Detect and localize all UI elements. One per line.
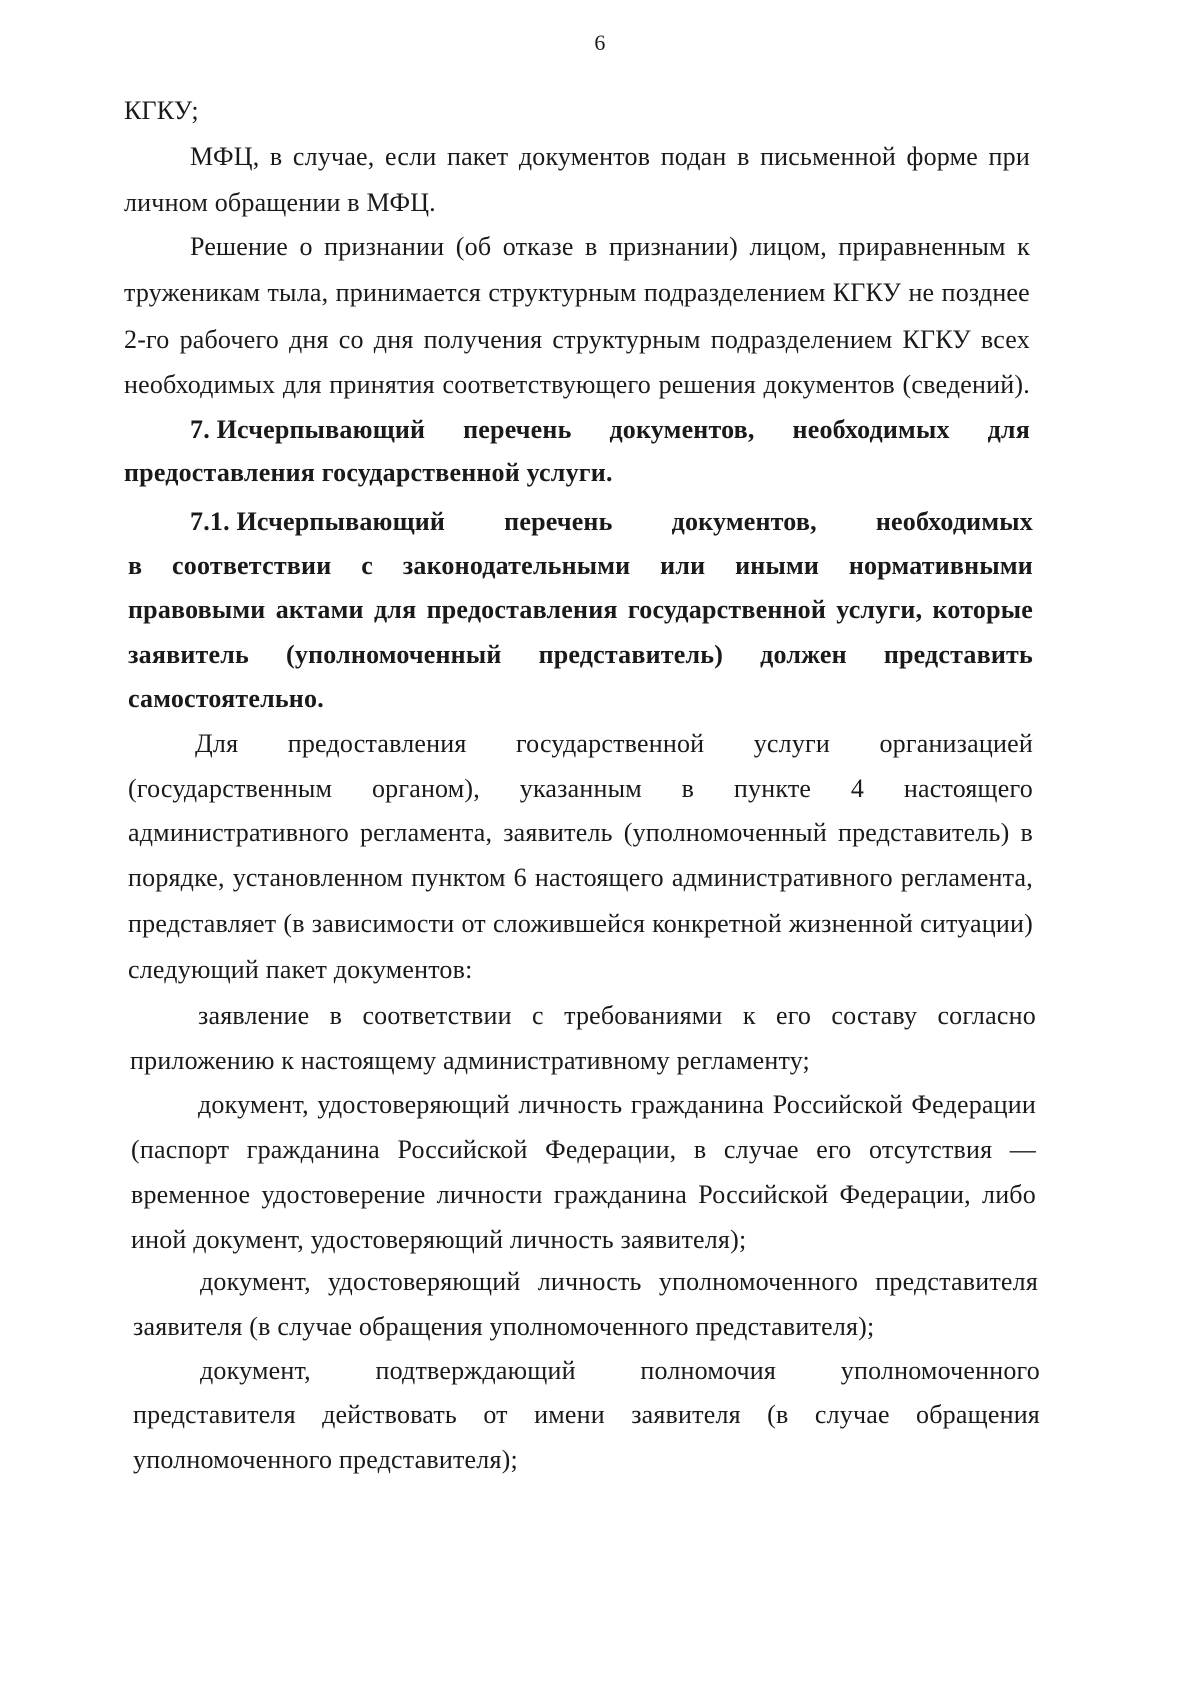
word: подразделением	[710, 325, 893, 354]
word: гражданина	[553, 1180, 688, 1209]
word: о	[299, 232, 313, 261]
word: составу	[831, 1001, 918, 1030]
word: Федерации,	[839, 1180, 971, 1209]
word: удостоверяющий	[317, 1090, 510, 1119]
word: в	[1020, 818, 1033, 847]
word: настоящего	[903, 774, 1033, 803]
word: заявителя	[631, 1400, 741, 1429]
word: установленном	[232, 863, 404, 892]
word: личность	[537, 1267, 642, 1296]
word: МФЦ,	[190, 142, 260, 171]
word: зависимости	[311, 909, 455, 938]
word: структурным	[552, 325, 701, 354]
list-item-line	[131, 1135, 1036, 1165]
word: подразделением	[643, 278, 826, 307]
word: к	[1017, 232, 1030, 261]
list-item-line	[198, 1001, 1036, 1031]
word: в	[693, 1135, 707, 1164]
word: требованиями	[564, 1001, 723, 1030]
word: с	[532, 1001, 544, 1030]
word: уполномоченного	[658, 1267, 859, 1296]
text-line	[124, 278, 1030, 308]
word: пунктом	[411, 863, 506, 892]
text-line	[124, 370, 1030, 400]
word: 2-го	[124, 325, 170, 354]
word: (в	[283, 909, 305, 938]
word: (уполномоченный	[286, 640, 502, 669]
word: удостоверяющий	[327, 1267, 521, 1296]
text-line	[124, 96, 199, 126]
word: со	[338, 325, 364, 354]
word: принимается	[335, 278, 482, 307]
word: иными	[735, 551, 820, 580]
list-item-line	[131, 1225, 746, 1255]
word: в	[128, 551, 143, 580]
word: документов,	[671, 507, 817, 536]
word: следующий пакет документов:	[128, 955, 473, 984]
text-line	[128, 774, 1033, 804]
word: к	[742, 1001, 756, 1030]
word: уполномоченного представителя);	[133, 1445, 518, 1474]
word: не	[908, 278, 935, 307]
word: соответствии	[172, 551, 332, 580]
word: (сведений).	[902, 370, 1030, 399]
word: правовыми	[128, 595, 266, 624]
word: в	[681, 774, 695, 803]
word: или	[660, 551, 706, 580]
list-item-line	[131, 1180, 1036, 1210]
word: услуги,	[836, 595, 923, 624]
word: представителя	[875, 1267, 1038, 1296]
text-line	[128, 863, 1033, 893]
word: если	[385, 142, 437, 171]
text-line	[128, 818, 1033, 848]
word: тыла,	[267, 278, 329, 307]
word: соответствующего	[442, 370, 651, 399]
word: представляет	[128, 909, 277, 938]
word: жизненной	[788, 909, 914, 938]
word: перечень	[504, 507, 613, 536]
word: услуги	[753, 729, 830, 758]
word: пакет	[446, 142, 509, 171]
word: предоставления	[287, 729, 467, 758]
word: самостоятельно.	[128, 684, 324, 713]
subsection-heading-line	[128, 684, 324, 714]
word: представителя	[133, 1400, 296, 1429]
word: предоставления государственной услуги.	[124, 458, 613, 487]
word: в	[585, 232, 598, 261]
subsection-heading-line	[128, 551, 1033, 581]
word: Федерации	[911, 1090, 1036, 1119]
word: случае	[814, 1400, 890, 1429]
text-line	[124, 188, 436, 218]
text-line	[128, 955, 473, 985]
subsection-heading-line	[128, 595, 1033, 625]
word: Федерации,	[545, 1135, 677, 1164]
word: государственной	[627, 595, 827, 624]
word: случае,	[292, 142, 375, 171]
word: согласно	[937, 1001, 1036, 1030]
word: от	[461, 909, 486, 938]
subsection-heading-line	[128, 640, 1033, 670]
word: (в	[767, 1400, 789, 1429]
word: от	[483, 1400, 508, 1429]
word: гражданина	[630, 1090, 765, 1119]
word: дня	[373, 325, 414, 354]
word: регламента,	[900, 863, 1033, 892]
word: 7. Исчерпывающий	[190, 415, 426, 444]
list-item-line	[130, 1046, 810, 1076]
word: для	[373, 595, 417, 624]
word: его	[775, 1001, 812, 1030]
word: уполномоченного	[840, 1356, 1040, 1385]
list-item-line	[200, 1267, 1038, 1297]
word: действовать	[322, 1400, 457, 1429]
word: заявление	[198, 1001, 310, 1030]
word: личность	[518, 1090, 623, 1119]
word: решения	[658, 370, 756, 399]
word: —	[1009, 1135, 1036, 1164]
text-line	[195, 729, 1033, 759]
word: Российской	[397, 1135, 528, 1164]
word: приравненным	[838, 232, 1006, 261]
word: рабочего	[179, 325, 279, 354]
word: подан	[660, 142, 727, 171]
list-item-line	[133, 1312, 874, 1342]
text-line	[190, 232, 1030, 262]
word: личном обращении в МФЦ.	[124, 188, 436, 217]
word: документов	[763, 370, 895, 399]
word: принятия	[329, 370, 435, 399]
word: КГКУ;	[124, 96, 199, 125]
word: которые	[932, 595, 1033, 624]
word: Российской	[698, 1180, 829, 1209]
word: признании)	[609, 232, 738, 261]
word: настоящего	[534, 863, 664, 892]
word: либо	[982, 1180, 1036, 1209]
word: Решение	[190, 232, 288, 261]
word: документов	[518, 142, 651, 171]
word: государственной	[515, 729, 705, 758]
word: лицом,	[749, 232, 827, 261]
word: получения	[423, 325, 543, 354]
word: необходимых	[792, 415, 950, 444]
word: представитель)	[837, 818, 1010, 847]
word: 4	[850, 774, 865, 803]
word: документ,	[198, 1090, 309, 1119]
list-item-line	[198, 1090, 1036, 1120]
word: приложению к настоящему административному регламенту;	[130, 1046, 810, 1075]
word: конкретной	[652, 909, 782, 938]
text-line	[190, 142, 1030, 172]
word: ситуации)	[920, 909, 1033, 938]
word: имени	[534, 1400, 605, 1429]
word: представить	[883, 640, 1033, 669]
word: его	[816, 1135, 852, 1164]
word: предоставления	[426, 595, 618, 624]
word: заявитель	[503, 818, 613, 847]
word: подтверждающий	[375, 1356, 576, 1385]
word: полномочия	[640, 1356, 777, 1385]
word: 7.1. Исчерпывающий	[190, 507, 446, 536]
word: регламента,	[359, 818, 493, 847]
word: письменной	[760, 142, 897, 171]
word: гражданина	[246, 1135, 380, 1164]
word: личности	[436, 1180, 543, 1209]
word: обращения	[916, 1400, 1040, 1429]
word: в	[737, 142, 750, 171]
word: документ,	[200, 1267, 311, 1296]
word: заявителя (в случае обращения уполномоченного представителя);	[133, 1312, 875, 1341]
word: для	[282, 370, 322, 399]
word: КГКУ	[832, 278, 902, 307]
section-heading-line	[124, 458, 613, 488]
word: должен	[760, 640, 847, 669]
word: временное	[131, 1180, 251, 1209]
word: актами	[275, 595, 364, 624]
word: (об	[455, 232, 492, 261]
word: заявитель	[128, 640, 249, 669]
word: административного	[128, 818, 349, 847]
word: (паспорт	[131, 1135, 230, 1164]
word: законодательными	[402, 551, 631, 580]
word: случае	[723, 1135, 799, 1164]
list-item-line	[133, 1445, 518, 1475]
section-heading-line	[190, 415, 1030, 445]
word: пункте	[733, 774, 812, 803]
word: необходимых	[875, 507, 1033, 536]
text-line	[124, 325, 1030, 355]
word: всех	[980, 325, 1030, 354]
word: документ,	[200, 1356, 311, 1385]
word: сложившейся	[492, 909, 646, 938]
word: в	[269, 142, 283, 171]
word: перечень	[463, 415, 572, 444]
subsection-heading-line	[190, 507, 1033, 537]
word: административного	[671, 863, 893, 892]
word: КГКУ	[902, 325, 971, 354]
word: в	[329, 1001, 343, 1030]
word: (уполномоченный	[623, 818, 827, 847]
word: отсутствия	[868, 1135, 993, 1164]
word: для	[987, 415, 1030, 444]
text-line	[128, 909, 1033, 939]
word: организацией	[879, 729, 1033, 758]
word: необходимых	[124, 370, 276, 399]
page-number: 6	[594, 30, 606, 55]
word: при	[988, 142, 1030, 171]
word: соответствии	[362, 1001, 512, 1030]
word: представитель)	[538, 640, 724, 669]
word: указанным	[519, 774, 642, 803]
word: документов,	[609, 415, 755, 444]
word: отказе	[502, 232, 574, 261]
word: 6	[513, 863, 527, 892]
word: дня	[288, 325, 329, 354]
word: позднее	[941, 278, 1030, 307]
word: структурным	[488, 278, 637, 307]
list-item-line	[133, 1400, 1040, 1430]
word: с	[361, 551, 373, 580]
word: форме	[906, 142, 978, 171]
word: удостоверение	[261, 1180, 426, 1209]
word: труженикам	[124, 278, 261, 307]
word: нормативными	[848, 551, 1033, 580]
word: Российской	[772, 1090, 903, 1119]
word: признании	[324, 232, 445, 261]
list-item-line	[200, 1356, 1040, 1386]
word: (государственным	[128, 774, 333, 803]
word: иной документ, удостоверяющий личность заявителя);	[131, 1225, 747, 1254]
word: порядке,	[128, 863, 225, 892]
word: Для	[195, 729, 239, 758]
word: органом),	[371, 774, 480, 803]
